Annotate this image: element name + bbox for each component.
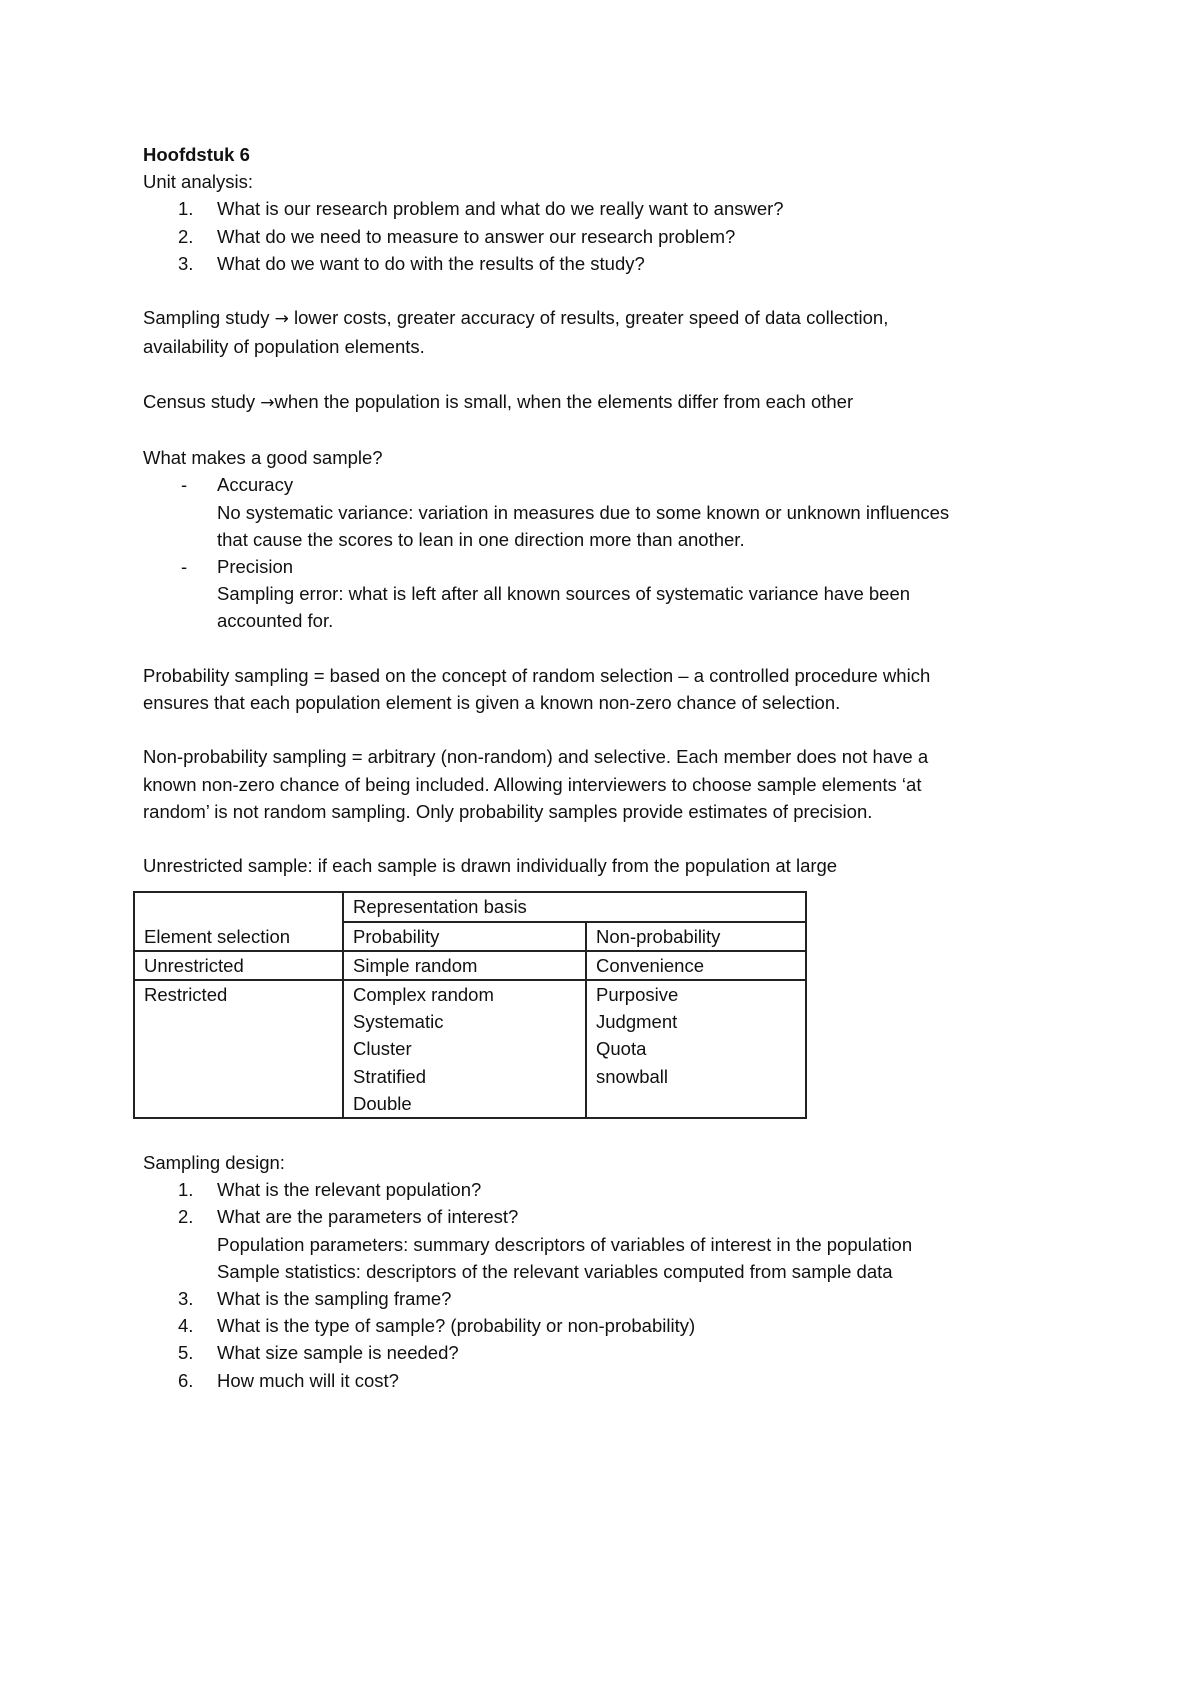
sampling-table bbox=[133, 891, 807, 1119]
list-item: 5. What size sample is needed? bbox=[178, 1342, 459, 1364]
probability-sampling-line1: Probability sampling = based on the concept of random selection – a controlled procedure which bbox=[143, 664, 931, 686]
table-cell-item: Judgment bbox=[596, 1011, 678, 1033]
table-cell-item: Complex random bbox=[353, 984, 494, 1005]
sampling-design-heading: Sampling design: bbox=[143, 1152, 285, 1174]
table-cell-item: snowball bbox=[596, 1065, 668, 1087]
list-item: 3. What is the sampling frame? bbox=[178, 1288, 452, 1310]
list-item: 2. What are the parameters of interest? Population parameters: summary descriptors of variables of interest in the population Sample statistics: descriptors of the relevant variables computed from sample data bbox=[178, 1206, 913, 1282]
probability-sampling-line2: ensures that each population element is given a known non-zero chance of selection. bbox=[143, 692, 841, 713]
document-page bbox=[143, 141, 1063, 1394]
list-item: 4. What is the type of sample? (probability or non-probability) bbox=[178, 1315, 696, 1337]
list-item: 2. What do we need to measure to answer our research problem? bbox=[178, 225, 736, 247]
non-probability-line2: known non-zero chance of being included. Allowing interviewers to choose sample elements ‘at bbox=[143, 773, 922, 795]
table-header-element-selection: Element selection bbox=[134, 892, 343, 950]
list-item-precision: - Precision Sampling error: what is left after all known sources of systematic variance have been accounted for. bbox=[181, 556, 911, 632]
table-row bbox=[134, 892, 806, 921]
table-row bbox=[134, 951, 806, 980]
chapter-title: Hoofdstuk 6 bbox=[143, 144, 250, 165]
list-item: 3. What do we want to do with the results of the study? bbox=[178, 252, 645, 274]
list-item: 1. What is the relevant population? bbox=[178, 1179, 482, 1201]
sampling-study-line1: Sampling study → lower costs, greater accuracy of results, greater speed of data collection, bbox=[143, 307, 889, 330]
arrow-right-icon: → bbox=[260, 392, 275, 413]
table-cell-item: Quota bbox=[596, 1038, 647, 1060]
list-item-accuracy: - Accuracy No systematic variance: variation in measures due to some known or unknown influences that cause the scores to lean in one direction more than another. bbox=[181, 474, 950, 550]
table-cell-item: Double bbox=[353, 1092, 412, 1114]
census-study: Census study →when the population is small, when the elements differ from each other bbox=[143, 390, 854, 413]
non-probability-line3: random’ is not random sampling. Only probability samples provide estimates of precision. bbox=[143, 800, 873, 822]
table-cell: Simple random bbox=[343, 951, 586, 980]
good-sample-list bbox=[143, 471, 1063, 634]
table-cell bbox=[343, 980, 586, 1118]
table-cell: Convenience bbox=[586, 951, 806, 980]
unrestricted-sample: Unrestricted sample: if each sample is drawn individually from the population at large bbox=[143, 855, 838, 877]
list-item: 1. What is our research problem and what do we really want to answer? bbox=[178, 198, 784, 220]
list-item: 6. How much will it cost? bbox=[178, 1369, 399, 1391]
table-cell: Unrestricted bbox=[134, 951, 343, 980]
non-probability-line1: Non-probability sampling = arbitrary (non-random) and selective. Each member does not have a bbox=[143, 746, 929, 768]
table-header-representation-basis: Representation basis bbox=[343, 892, 806, 921]
table-header-probability: Probability bbox=[343, 922, 586, 951]
sampling-design-list bbox=[143, 1176, 1063, 1394]
table-cell-item: Systematic bbox=[353, 1011, 444, 1033]
unit-analysis-list bbox=[143, 195, 1063, 277]
table-row bbox=[134, 980, 806, 1118]
arrow-right-icon: → bbox=[274, 309, 289, 330]
table-cell-item: Cluster bbox=[353, 1038, 412, 1060]
table-header-non-probability: Non-probability bbox=[586, 922, 806, 951]
unit-analysis-heading: Unit analysis: bbox=[143, 171, 254, 193]
table-cell bbox=[586, 980, 806, 1118]
sampling-study-line2: availability of population elements. bbox=[143, 336, 425, 358]
table-cell-item: Stratified bbox=[353, 1065, 427, 1087]
good-sample-question: What makes a good sample? bbox=[143, 447, 383, 469]
table-cell: Restricted bbox=[134, 980, 343, 1118]
table-cell-item: Purposive bbox=[596, 984, 679, 1005]
